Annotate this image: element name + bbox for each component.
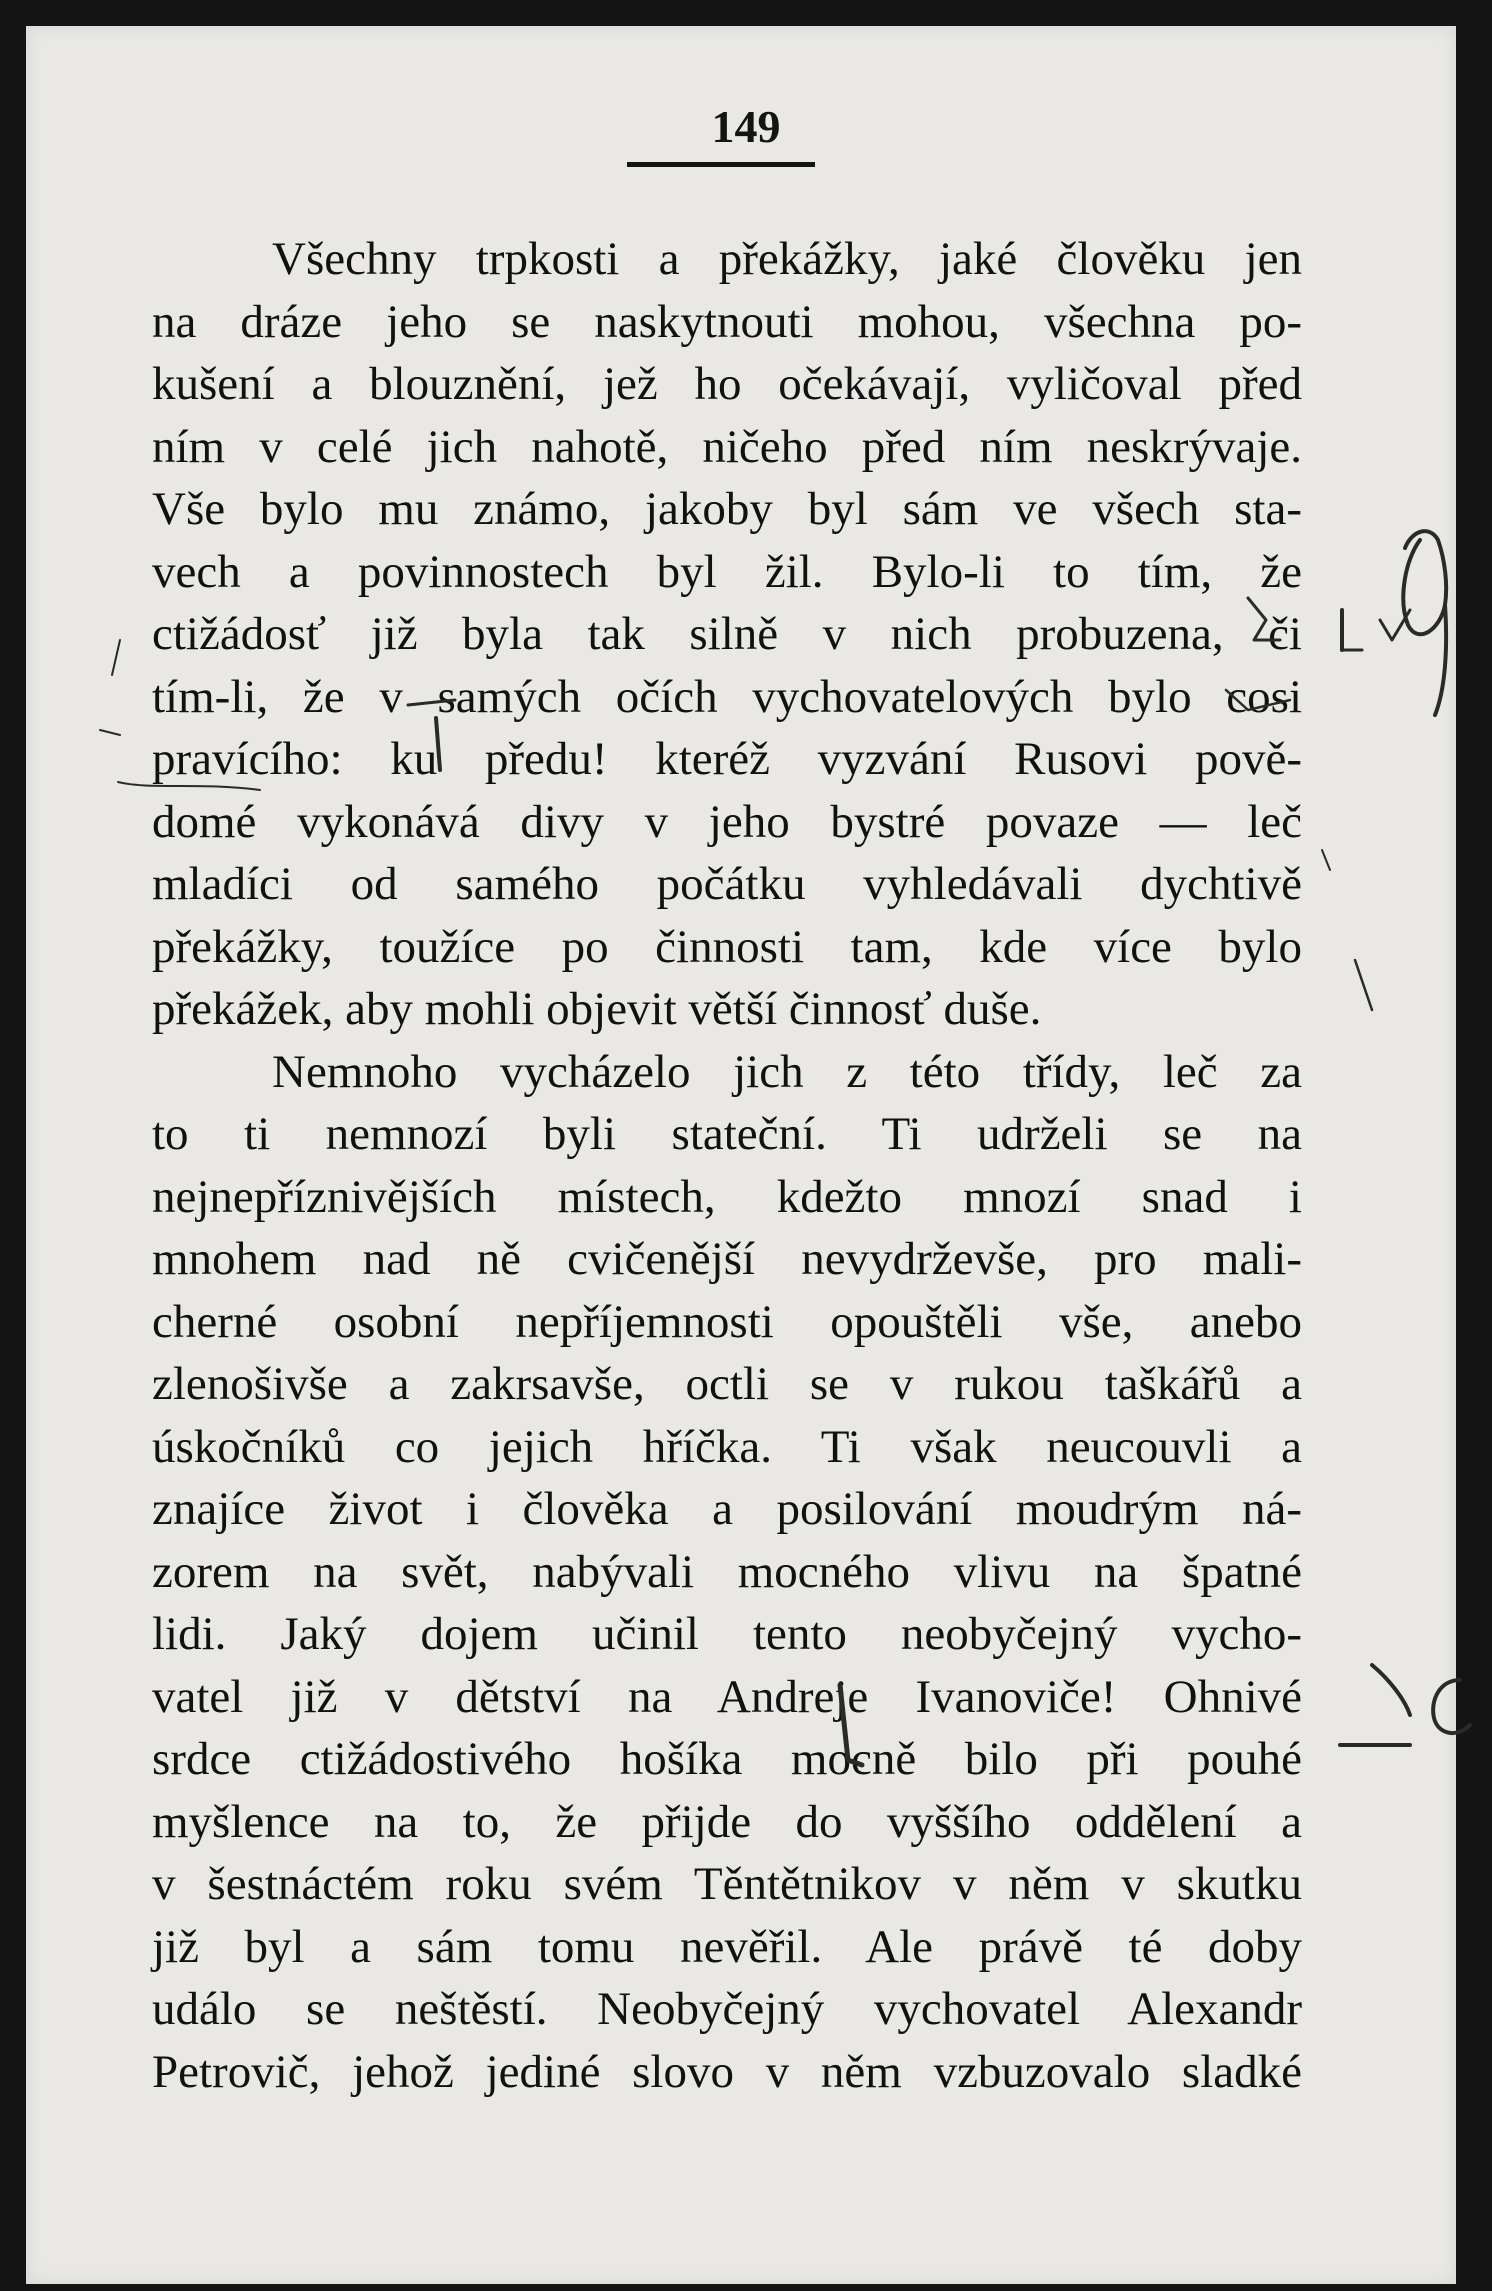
text-line: úskočníků co jejich hříčka. Ti však neucouvli a: [152, 1420, 1302, 1473]
text-line: vech a povinnostech byl žil. Bylo-li to tím, že: [152, 545, 1302, 598]
text-line: zorem na svět, nabývali mocného vlivu na špatné: [152, 1545, 1302, 1598]
text-line: to ti nemnozí byli stateční. Ti udrželi se na: [152, 1108, 1302, 1160]
text-line: ním v celé jich nahotě, ničeho před ním neskrývaje.: [152, 420, 1302, 473]
text-line: v šestnáctém roku svém Těntětnikov v něm v skutku: [152, 1858, 1302, 1910]
text-line: domé vykonává divy v jeho bystré povaze — leč: [152, 795, 1302, 848]
text-line: Vše bylo mu známo, jakoby byl sám ve všech sta-: [152, 483, 1302, 535]
text-line: již byl a sám tomu nevěřil. Ale právě té doby: [152, 1920, 1302, 1973]
text-line: srdce ctižádostivého hošíka mocně bilo při pouhé: [152, 1733, 1302, 1785]
text-line: cherné osobní nepříjemnosti opouštěli vše, anebo: [152, 1295, 1302, 1348]
text-line: Všechny trpkosti a překážky, jaké člověku jen: [272, 233, 1302, 285]
text-line: překážek, aby mohli objevit větší činnosť duše.: [152, 983, 1042, 1035]
paragraph: [152, 1041, 1302, 2104]
text-line: událo se neštěstí. Neobyčejný vychovatel Alexandr: [152, 1983, 1302, 2035]
text-line: zlenošivše a zakrsavše, octli se v rukou taškářů a: [152, 1358, 1302, 1410]
text-line: Nemnoho vycházelo jich z této třídy, leč za: [272, 1045, 1302, 1098]
text-line: kušení a blouznění, jež ho očekávají, vyličoval před: [152, 358, 1302, 410]
body-text: [152, 228, 1302, 2103]
text-line: mnohem nad ně cvičenější nevydrževše, pro mali-: [152, 1233, 1302, 1285]
text-line: pravícího: ku předu! kteréž vyzvání Rusovi pově-: [152, 733, 1302, 785]
text-line: tím-li, že v samých očích vychovatelových bylo cosi: [152, 670, 1302, 723]
text-line: vatel již v dětství na Andreje Ivanoviče! Ohnivé: [152, 1670, 1302, 1723]
text-line: překážky, toužíce po činnosti tam, kde více bylo: [152, 920, 1302, 973]
paragraph: [152, 228, 1302, 1041]
text-line: nejnepříznivějších místech, kdežto mnozí snad i: [152, 1170, 1302, 1223]
text-line: myšlence na to, že přijde do vyššího oddělení a: [152, 1795, 1302, 1848]
text-line: lidi. Jaký dojem učinil tento neobyčejný vycho-: [152, 1608, 1302, 1660]
page-number: 149: [711, 101, 781, 152]
text-line: mladíci od samého počátku vyhledávali dychtivě: [152, 858, 1302, 910]
text-line: Petrovič, jehož jediné slovo v něm vzbuzovalo sladké: [152, 2045, 1302, 2098]
page-number-rule: [627, 162, 815, 167]
text-line: ctižádosť již byla tak silně v nich probuzena, či: [152, 608, 1302, 660]
text-line: znajíce život i člověka a posilování moudrým ná-: [152, 1483, 1302, 1535]
text-line: na dráze jeho se naskytnouti mohou, všechna po-: [152, 295, 1302, 348]
